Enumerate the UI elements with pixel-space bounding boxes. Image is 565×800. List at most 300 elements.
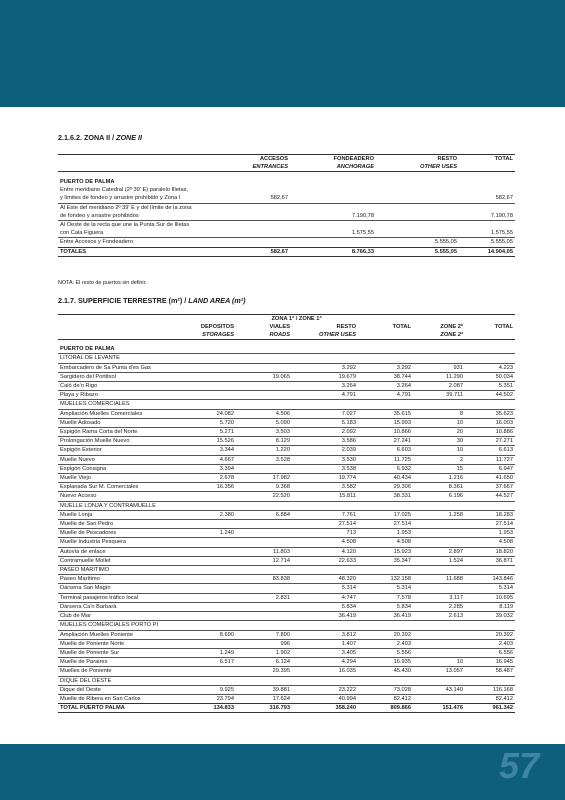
value-cell: 1.258: [413, 510, 465, 519]
column-header-en: ZONE 2ª: [440, 332, 464, 339]
table-row: [58, 575, 515, 584]
subgroup-row: [58, 501, 515, 510]
table-row: [58, 363, 515, 372]
table-row: [58, 612, 515, 621]
row-label: Al Oeste de la recta que une la Punta Sur de Illetas: [58, 221, 515, 230]
value-cell: [180, 382, 236, 391]
subgroup-label: DIQUE DEL OESTE: [58, 676, 515, 685]
table-row: [58, 584, 515, 593]
value-cell: 38.744: [358, 372, 413, 381]
page-number: 57: [498, 745, 539, 786]
value-cell: 5.351: [465, 382, 515, 391]
value-cell: 9.368: [236, 483, 292, 492]
value-cell: [236, 520, 292, 529]
value-cell: 5.720: [180, 418, 236, 427]
table-row: [58, 212, 515, 221]
value-cell: 116.168: [465, 685, 515, 694]
value-cell: 30: [413, 437, 465, 446]
value-cell: [290, 194, 376, 203]
row-label: Ampliación Muelles Comerciales: [58, 409, 180, 418]
value-cell: 1.220: [236, 446, 292, 455]
value-cell: 16.035: [292, 667, 358, 676]
value-cell: 16.945: [465, 658, 515, 667]
value-cell: 1.407: [292, 639, 358, 648]
row-label: Muelle de San Pedro: [58, 520, 180, 529]
value-cell: 6.517: [180, 658, 236, 667]
value-cell: 50.034: [465, 372, 515, 381]
value-cell: 5.834: [292, 602, 358, 611]
zone-header: ZONA 1ª / ZONE 1ª: [271, 316, 322, 322]
table-row: [58, 372, 515, 381]
value-cell: 4.223: [465, 363, 515, 372]
value-cell: 18.820: [465, 547, 515, 556]
value-cell: 3.582: [292, 483, 358, 492]
row-label: Espigón Exterior: [58, 446, 180, 455]
header-label-cell: [58, 163, 215, 172]
value-cell: 19.679: [292, 372, 358, 381]
value-cell: 5.183: [292, 418, 358, 427]
header-label-cell: [58, 155, 215, 164]
table-row: [58, 437, 515, 446]
value-cell: [290, 238, 376, 247]
value-cell: 82.412: [465, 694, 515, 703]
row-label: Explanada Sur M. Comerciales: [58, 483, 180, 492]
value-cell: 3.530: [292, 455, 358, 464]
value-cell: 7.190,78: [490, 212, 513, 219]
table-row: [58, 547, 515, 556]
value-cell: 17.982: [236, 474, 292, 483]
value-cell: 11.803: [236, 547, 292, 556]
row-label: Muelle Viejo: [58, 474, 180, 483]
value-cell: 58.487: [465, 667, 515, 676]
value-cell: 19.774: [292, 474, 358, 483]
total-value: 358.240: [292, 704, 358, 713]
table-row: [58, 658, 515, 667]
value-cell: [413, 520, 465, 529]
value-cell: 11.727: [465, 455, 515, 464]
table-row: [58, 238, 515, 247]
table-row: [58, 510, 515, 519]
column-header-en: [358, 331, 413, 340]
row-label: Entre Accesos y Fondeadero: [58, 238, 215, 247]
value-cell: [413, 538, 465, 547]
table-row: [58, 203, 515, 212]
value-cell: 27.271: [465, 437, 515, 446]
value-cell: 20: [413, 428, 465, 437]
value-cell: 35.623: [465, 409, 515, 418]
value-cell: 38.331: [358, 492, 413, 501]
value-cell: 11.725: [358, 455, 413, 464]
row-label: Muelle de Ribera en San Carlos: [58, 694, 180, 703]
subgroup-label: MUELLES COMERCIALES PORTO PI: [58, 621, 515, 630]
column-header-en: OTHER USES: [420, 164, 457, 170]
value-cell: 8.129: [236, 437, 292, 446]
row-label: Muelles de Poniente: [58, 667, 180, 676]
value-cell: [180, 547, 236, 556]
value-cell: 931: [413, 363, 465, 372]
row-label: Dársena San Magín: [58, 584, 180, 593]
total-value: 8.766,33: [290, 247, 376, 256]
column-header-en: [465, 331, 515, 340]
value-cell: 20.392: [465, 630, 515, 639]
value-cell: 19.065: [236, 372, 292, 381]
value-cell: [180, 584, 236, 593]
value-cell: 2: [413, 455, 465, 464]
value-cell: [236, 612, 292, 621]
subgroup-label: MUELLES COMERCIALES: [58, 400, 515, 409]
table-row: [58, 409, 515, 418]
value-cell: 22.520: [236, 492, 292, 501]
value-cell: [180, 593, 236, 602]
column-header: TOTAL: [392, 324, 412, 331]
value-cell: 23.222: [292, 685, 358, 694]
row-label: Paseo Marítimo: [58, 575, 180, 584]
value-cell: 5.314: [465, 584, 515, 593]
value-cell: 3.586: [292, 437, 358, 446]
value-cell: 8.690: [180, 630, 236, 639]
value-cell: [413, 584, 465, 593]
group-row: [58, 345, 515, 354]
header-label-cell: [58, 323, 180, 331]
table-row: [58, 221, 515, 230]
row-label: Terminal pasajeros tráfico local: [58, 593, 180, 602]
section-heading-zona-ii: 2.1.6.2. ZONA II / ZONE II: [58, 133, 143, 142]
column-header-en: ROADS: [269, 332, 290, 339]
header-band: [0, 0, 565, 107]
value-cell: 27.514: [358, 520, 413, 529]
table-row: [58, 639, 515, 648]
table-row: [58, 186, 515, 194]
column-header: TOTAL: [494, 324, 514, 331]
value-cell: 12.714: [236, 556, 292, 565]
header-row: [58, 155, 515, 164]
value-cell: 4.747: [292, 593, 358, 602]
value-cell: 39.881: [236, 685, 292, 694]
row-label: Muelle Industria Pesquera: [58, 538, 180, 547]
value-cell: [413, 639, 465, 648]
value-cell: 44.502: [465, 391, 515, 400]
value-cell: 2.039: [292, 446, 358, 455]
value-cell: 2.092: [292, 428, 358, 437]
value-cell: 39.032: [465, 612, 515, 621]
value-cell: [180, 391, 236, 400]
column-header: TOTAL: [494, 156, 513, 162]
row-label: Espigón Consigna: [58, 464, 180, 473]
row-label: Muelle Nuevo: [58, 455, 180, 464]
column-header: DEPOSITOS: [200, 324, 234, 331]
value-cell: 17.025: [358, 510, 413, 519]
column-header-en: [459, 163, 515, 172]
value-cell: [413, 648, 465, 657]
table-row: [58, 391, 515, 400]
value-cell: 3.538: [292, 464, 358, 473]
value-cell: 7.027: [292, 409, 358, 418]
subgroup-row: [58, 354, 515, 363]
value-cell: 4.791: [292, 391, 358, 400]
row-label: Muelle Adosado: [58, 418, 180, 427]
column-header-en: STORAGES: [202, 332, 234, 339]
value-cell: [236, 382, 292, 391]
value-cell: 3.812: [292, 630, 358, 639]
row-label: Sargidero del Portitxol: [58, 372, 180, 381]
table-row: [58, 446, 515, 455]
value-cell: 6.884: [236, 510, 292, 519]
value-cell: 4.508: [465, 538, 515, 547]
table-row: [58, 194, 515, 203]
value-cell: [236, 391, 292, 400]
value-cell: [180, 556, 236, 565]
column-header: VIALES: [269, 324, 290, 331]
value-cell: 17.624: [236, 694, 292, 703]
value-cell: 7.578: [358, 593, 413, 602]
value-cell: [236, 363, 292, 372]
subgroup-label: PASEO MARITIMO: [58, 566, 515, 575]
total-value: 151.476: [413, 704, 465, 713]
value-cell: 20.392: [358, 630, 413, 639]
value-cell: 1.953: [465, 529, 515, 538]
table-row: [58, 464, 515, 473]
value-cell: 45.430: [358, 667, 413, 676]
value-cell: 39.711: [413, 391, 465, 400]
value-cell: 27.514: [292, 520, 358, 529]
value-cell: 8.361: [413, 483, 465, 492]
value-cell: [180, 372, 236, 381]
value-cell: 10.866: [358, 428, 413, 437]
row-label: Dársena Ca'n Barbarà: [58, 602, 180, 611]
row-label: Playa y Ribazo: [58, 391, 180, 400]
value-cell: 5.314: [358, 584, 413, 593]
value-cell: 41.650: [465, 474, 515, 483]
row-label: Muelle de Poniente Norte: [58, 639, 180, 648]
table-row: [58, 667, 515, 676]
value-cell: [180, 538, 236, 547]
value-cell: 4.667: [180, 455, 236, 464]
subgroup-row: [58, 400, 515, 409]
table-row: [58, 593, 515, 602]
row-label: Muelle de Poniente Sur: [58, 648, 180, 657]
table-row: [58, 685, 515, 694]
row-label: Prolongación Muelle Nuevo: [58, 437, 180, 446]
value-cell: 48.320: [292, 575, 358, 584]
value-cell: 15.993: [358, 418, 413, 427]
subgroup-label: MUELLE LONJA Y CONTRAMUELLE: [58, 501, 515, 510]
value-cell: [376, 229, 459, 238]
value-cell: 22.633: [292, 556, 358, 565]
value-cell: [215, 212, 290, 221]
spacer-cell: [465, 315, 515, 324]
zona-ii-table: [58, 154, 515, 257]
value-cell: 10.695: [465, 593, 515, 602]
group-label: PUERTO DE PALMA: [60, 179, 115, 185]
column-header: RESTO: [336, 324, 356, 331]
column-header: FONDEADERO: [333, 156, 374, 162]
value-cell: 16.935: [358, 658, 413, 667]
value-cell: 143.846: [465, 575, 515, 584]
row-label: con Cala Figuera: [60, 230, 104, 237]
value-cell: 1.240: [180, 529, 236, 538]
value-cell: 10: [413, 658, 465, 667]
value-cell: 44.527: [465, 492, 515, 501]
subgroup-row: [58, 566, 515, 575]
table-row: [58, 602, 515, 611]
value-cell: 35.347: [358, 556, 413, 565]
value-cell: 3.394: [180, 464, 236, 473]
column-header-en: OTHER USES: [319, 332, 356, 339]
row-label: Espigón Rama Corta del Norte: [58, 428, 180, 437]
value-cell: 582,67: [495, 195, 513, 202]
value-cell: 40.994: [292, 694, 358, 703]
spacer-cell: [58, 315, 180, 324]
row-label: de fondeo y arrastre prohibidos: [60, 212, 139, 219]
value-cell: 5.555,05: [459, 238, 515, 247]
table-row: [58, 648, 515, 657]
value-cell: 1.575,55: [490, 230, 513, 237]
row-label: Entre meridiano Catedral (2º 39' E) paralelo Illetas,: [60, 187, 189, 194]
subgroup-row: [58, 676, 515, 685]
total-value: 582,67: [215, 247, 290, 256]
note-text: NOTA: El resto de puertos sin definir.: [58, 280, 147, 286]
table-row: [58, 538, 515, 547]
value-cell: [215, 238, 290, 247]
value-cell: 16.003: [465, 418, 515, 427]
table-row: [58, 455, 515, 464]
value-cell: 6.196: [413, 492, 465, 501]
value-cell: 9.925: [180, 685, 236, 694]
value-cell: 11.688: [413, 575, 465, 584]
table-row: [58, 382, 515, 391]
value-cell: 1.902: [236, 648, 292, 657]
header-row: [58, 323, 515, 331]
value-cell: 3.292: [358, 363, 413, 372]
value-cell: 2.285: [413, 602, 465, 611]
land-area-table: [58, 314, 515, 713]
value-cell: [180, 363, 236, 372]
value-cell: 132.158: [358, 575, 413, 584]
value-cell: 29.395: [236, 667, 292, 676]
value-cell: 6.556: [465, 648, 515, 657]
value-cell: 1.524: [413, 556, 465, 565]
column-header-en: ANCHORAGE: [336, 164, 374, 170]
value-cell: 6.932: [358, 464, 413, 473]
value-cell: 2.678: [180, 474, 236, 483]
value-cell: [413, 694, 465, 703]
value-cell: [180, 492, 236, 501]
table-row: [58, 520, 515, 529]
value-cell: 5.555,05: [376, 238, 459, 247]
table-row: [58, 529, 515, 538]
table-row: [58, 428, 515, 437]
value-cell: 73.028: [358, 685, 413, 694]
table-row: [58, 492, 515, 501]
value-cell: 15.811: [292, 492, 358, 501]
value-cell: 83.838: [236, 575, 292, 584]
value-cell: 3.292: [292, 363, 358, 372]
value-cell: 6.947: [465, 464, 515, 473]
value-cell: [413, 630, 465, 639]
value-cell: 1.575,55: [351, 230, 374, 237]
value-cell: 7.761: [292, 510, 358, 519]
value-cell: 24.082: [180, 409, 236, 418]
value-cell: 3.264: [292, 382, 358, 391]
table-row: [58, 694, 515, 703]
value-cell: 5.834: [358, 602, 413, 611]
column-header: RESTO: [437, 156, 457, 162]
value-cell: 15.923: [358, 547, 413, 556]
row-label: Dique del Oeste: [58, 685, 180, 694]
value-cell: 15: [413, 464, 465, 473]
table-row: [58, 556, 515, 565]
value-cell: 10.886: [465, 428, 515, 437]
total-label: TOTAL PUERTO PALMA: [58, 704, 180, 713]
table-row: [58, 474, 515, 483]
header-label-cell: [58, 331, 180, 340]
value-cell: 3.264: [358, 382, 413, 391]
table-row: [58, 630, 515, 639]
zone-header-row: [58, 315, 515, 324]
value-cell: 29.306: [358, 483, 413, 492]
value-cell: 3.503: [236, 428, 292, 437]
value-cell: 7.190,78: [351, 212, 374, 219]
total-value: 809.866: [358, 704, 413, 713]
header-row-en: [58, 163, 515, 172]
row-label: Muelle de Paraires: [58, 658, 180, 667]
value-cell: 582,67: [270, 195, 288, 202]
value-cell: 27.241: [358, 437, 413, 446]
value-cell: [376, 212, 459, 221]
row-label: Club de Mar: [58, 612, 180, 621]
value-cell: 27.514: [465, 520, 515, 529]
value-cell: [180, 612, 236, 621]
value-cell: 6.603: [358, 446, 413, 455]
value-cell: 2.087: [413, 382, 465, 391]
row-label: Caló de'n Rigo: [58, 382, 180, 391]
value-cell: 1.953: [358, 529, 413, 538]
value-cell: 4.120: [292, 547, 358, 556]
value-cell: [180, 639, 236, 648]
value-cell: 5.271: [180, 428, 236, 437]
value-cell: [236, 529, 292, 538]
value-cell: [236, 584, 292, 593]
value-cell: 8: [413, 409, 465, 418]
group-label: PUERTO DE PALMA: [60, 346, 115, 353]
row-label: Muelle Lonja: [58, 510, 180, 519]
subgroup-row: [58, 621, 515, 630]
value-cell: 3.117: [413, 593, 465, 602]
value-cell: [215, 229, 290, 238]
value-cell: 35.615: [358, 409, 413, 418]
value-cell: 40.434: [358, 474, 413, 483]
value-cell: 2.403: [465, 639, 515, 648]
value-cell: 15.526: [180, 437, 236, 446]
value-cell: [180, 520, 236, 529]
row-label: Contramuelle Mollet: [58, 556, 180, 565]
value-cell: 4.508: [292, 538, 358, 547]
value-cell: 1.249: [180, 648, 236, 657]
value-cell: 8.119: [465, 602, 515, 611]
value-cell: 6.124: [236, 658, 292, 667]
value-cell: 3.528: [236, 455, 292, 464]
table-row: [58, 418, 515, 427]
value-cell: 4.506: [236, 409, 292, 418]
value-cell: 18.283: [465, 510, 515, 519]
value-cell: 10: [413, 418, 465, 427]
value-cell: 2.613: [413, 612, 465, 621]
value-cell: 4.508: [358, 538, 413, 547]
value-cell: 43.140: [413, 685, 465, 694]
value-cell: 1.216: [413, 474, 465, 483]
table-row: [58, 483, 515, 492]
value-cell: 10: [413, 446, 465, 455]
